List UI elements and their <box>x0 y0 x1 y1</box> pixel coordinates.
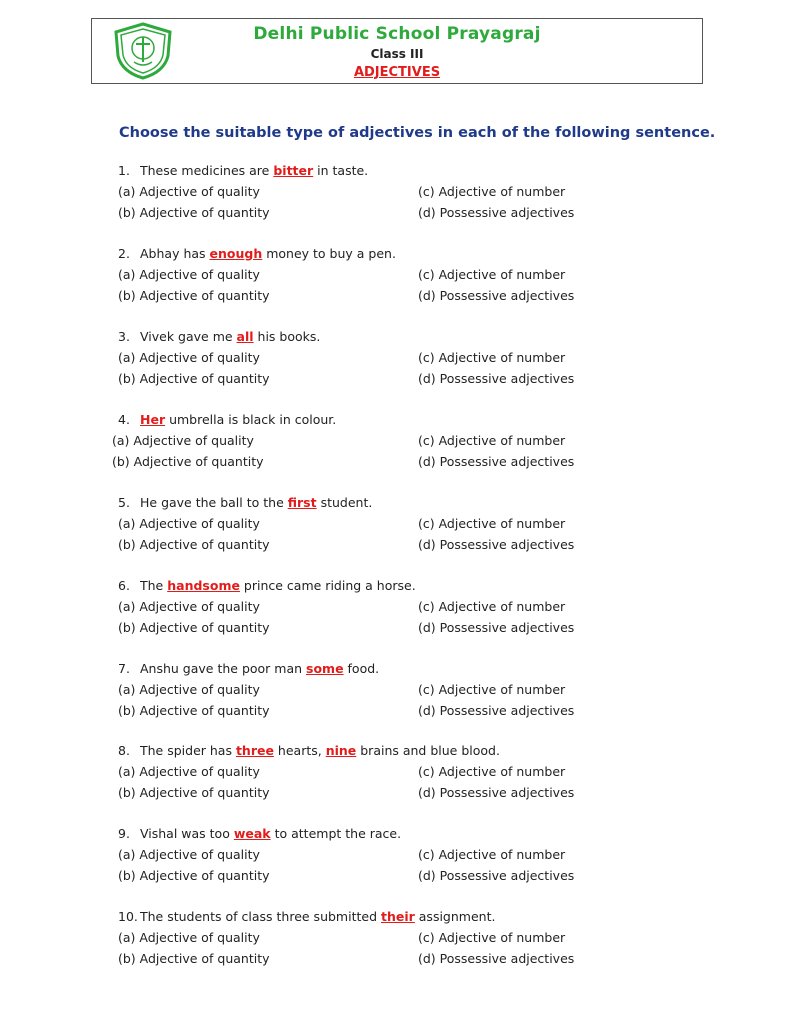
question-6 <box>0 578 793 642</box>
option-b[interactable]: (b) Adjective of quantity <box>118 620 270 635</box>
question-1 <box>0 163 793 227</box>
question-5 <box>0 495 793 559</box>
highlighted-word: all <box>236 329 254 344</box>
question-text: 1. These medicines are bitter in taste. <box>118 163 369 178</box>
highlighted-word: weak <box>233 826 271 841</box>
option-d[interactable]: (d) Possessive adjectives <box>418 288 575 303</box>
question-text: 9. Vishal was too weak to attempt the race. <box>118 826 402 841</box>
question-8 <box>0 743 793 807</box>
question-2 <box>0 246 793 310</box>
option-a[interactable]: (a) Adjective of quality <box>118 350 260 365</box>
option-d[interactable]: (d) Possessive adjectives <box>418 537 575 552</box>
highlighted-word: some <box>306 661 344 676</box>
question-text: 5. He gave the ball to the first student. <box>118 495 373 510</box>
highlighted-word-2: nine <box>325 743 357 758</box>
option-d[interactable]: (d) Possessive adjectives <box>418 785 575 800</box>
instruction: Choose the suitable type of adjectives in each of the following sentence. <box>119 125 716 141</box>
option-b[interactable]: (b) Adjective of quantity <box>112 454 264 469</box>
option-a[interactable]: (a) Adjective of quality <box>118 930 260 945</box>
question-4 <box>0 412 793 476</box>
topic-title: ADJECTIVES <box>353 65 441 80</box>
option-d[interactable]: (d) Possessive adjectives <box>418 454 575 469</box>
highlighted-word: enough <box>209 246 263 261</box>
question-10 <box>0 909 793 973</box>
option-a[interactable]: (a) Adjective of quality <box>118 847 260 862</box>
question-text: 3. Vivek gave me all his books. <box>118 329 321 344</box>
option-b[interactable]: (b) Adjective of quantity <box>118 785 270 800</box>
option-a[interactable]: (a) Adjective of quality <box>112 433 254 448</box>
option-b[interactable]: (b) Adjective of quantity <box>118 868 270 883</box>
option-c[interactable]: (c) Adjective of number <box>418 764 566 779</box>
option-a[interactable]: (a) Adjective of quality <box>118 516 260 531</box>
question-text: 10. The students of class three submitted their assignment. <box>118 909 496 924</box>
option-a[interactable]: (a) Adjective of quality <box>118 184 260 199</box>
option-b[interactable]: (b) Adjective of quantity <box>118 371 270 386</box>
option-d[interactable]: (d) Possessive adjectives <box>418 371 575 386</box>
highlighted-word: Her <box>140 412 166 427</box>
highlighted-word: three <box>235 743 274 758</box>
option-c[interactable]: (c) Adjective of number <box>418 350 566 365</box>
option-c[interactable]: (c) Adjective of number <box>418 267 566 282</box>
highlighted-word: handsome <box>167 578 240 593</box>
option-d[interactable]: (d) Possessive adjectives <box>418 868 575 883</box>
highlighted-word: their <box>380 909 415 924</box>
question-text: 2. Abhay has enough money to buy a pen. <box>118 246 396 261</box>
question-text: 8. The spider has three hearts, nine brains and blue blood. <box>118 743 500 758</box>
highlighted-word: first <box>287 495 317 510</box>
option-a[interactable]: (a) Adjective of quality <box>118 267 260 282</box>
option-d[interactable]: (d) Possessive adjectives <box>418 951 575 966</box>
question-7 <box>0 661 793 725</box>
option-b[interactable]: (b) Adjective of quantity <box>118 537 270 552</box>
option-c[interactable]: (c) Adjective of number <box>418 433 566 448</box>
question-3 <box>0 329 793 393</box>
question-9 <box>0 826 793 890</box>
option-c[interactable]: (c) Adjective of number <box>418 930 566 945</box>
option-b[interactable]: (b) Adjective of quantity <box>118 951 270 966</box>
option-c[interactable]: (c) Adjective of number <box>418 184 566 199</box>
option-b[interactable]: (b) Adjective of quantity <box>118 703 270 718</box>
option-d[interactable]: (d) Possessive adjectives <box>418 620 575 635</box>
option-b[interactable]: (b) Adjective of quantity <box>118 205 270 220</box>
question-text: 7. Anshu gave the poor man some food. <box>118 661 380 676</box>
class-label: Class III <box>370 47 424 61</box>
option-b[interactable]: (b) Adjective of quantity <box>118 288 270 303</box>
highlighted-word: bitter <box>273 163 314 178</box>
option-c[interactable]: (c) Adjective of number <box>418 599 566 614</box>
option-c[interactable]: (c) Adjective of number <box>418 516 566 531</box>
option-a[interactable]: (a) Adjective of quality <box>118 764 260 779</box>
question-text: 6. The handsome prince came riding a horse. <box>118 578 416 593</box>
option-c[interactable]: (c) Adjective of number <box>418 847 566 862</box>
option-d[interactable]: (d) Possessive adjectives <box>418 205 575 220</box>
school-name: Delhi Public School Prayagraj <box>253 24 541 44</box>
option-d[interactable]: (d) Possessive adjectives <box>418 703 575 718</box>
question-text: 4. Her umbrella is black in colour. <box>118 412 337 427</box>
option-c[interactable]: (c) Adjective of number <box>418 682 566 697</box>
option-a[interactable]: (a) Adjective of quality <box>118 682 260 697</box>
option-a[interactable]: (a) Adjective of quality <box>118 599 260 614</box>
